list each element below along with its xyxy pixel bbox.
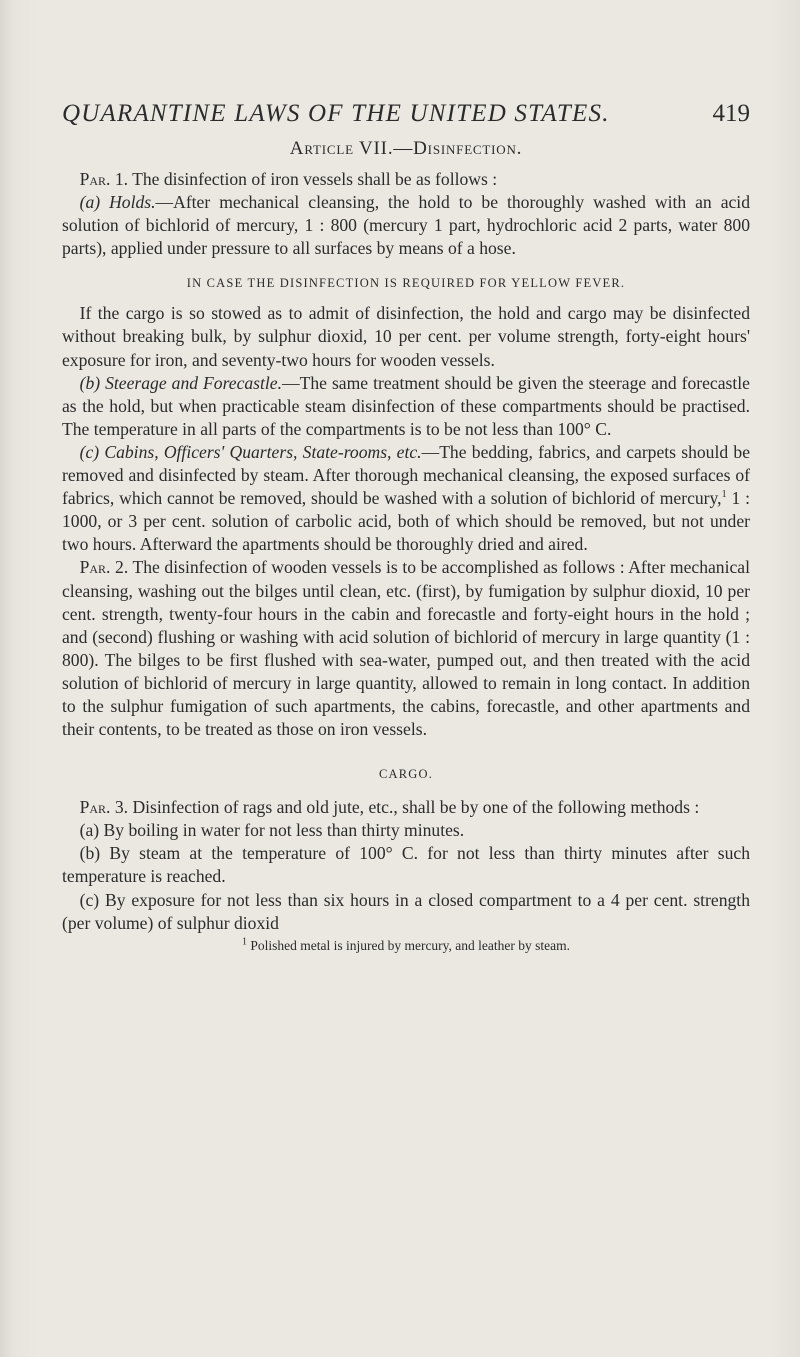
par3-item-a <box>62 819 750 842</box>
page-number: 419 <box>712 100 750 127</box>
par2-label: Par. 2. <box>79 557 129 578</box>
par1-cabins <box>62 441 750 556</box>
par3-label: Par. 3. <box>79 797 129 818</box>
running-title: QUARANTINE LAWS OF THE UNITED STATES. <box>62 100 610 127</box>
holds-label: (a) Holds. <box>79 192 156 213</box>
steerage-text: —The same treatment should be given the steerage and forecastle as the hold, but when practicable steam disinfection of these compartments should be practised. The temperature in all parts of the compartments is to be not less than 100° C. <box>62 372 750 439</box>
par2-text: The disinfection of wooden vessels is to be accomplished as follows : After mechanical cleansing, washing out the bilges until clean, etc. (first), by fumigation by sulphur dioxid, 10 per cent. strength, twenty-four hours in the cabin and forecastle and forty-eight hours in the hold ; and (second) flushing or washing with acid solution of bichlorid of mercury in large quantity (1 : 800). The bilges to be first flushed with sea-water, pumped out, and then treated with the acid solution of bichlorid of mercury in large quantity, allowed to remain in long contact. In addition to the sulphur fumigation of such apartments, the cabins, forecastle, and other apartments and their contents, to be treated as those on iron vessels. <box>62 557 750 740</box>
cabins-label: (c) Cabins, Officers' Quarters, State-rooms, etc. <box>79 441 422 462</box>
par3-a-text: (a) By boiling in water for not less than thirty minutes. <box>79 820 465 841</box>
running-header <box>62 100 750 128</box>
par3-item-b <box>62 842 750 888</box>
par3-item-c <box>62 889 750 935</box>
par1-steerage <box>62 372 750 441</box>
par1-intro <box>62 168 750 191</box>
steerage-label: (b) Steerage and Forecastle. <box>79 372 283 393</box>
par3-b-text: (b) By steam at the temperature of 100° C. for not less than thirty minutes after such temperature is reached. <box>62 843 750 887</box>
yellow-fever-paragraph <box>62 302 750 371</box>
article-title: Article VII.—Disinfection. <box>289 138 523 159</box>
cargo-heading: CARGO. <box>378 767 434 782</box>
par2-paragraph <box>62 556 750 741</box>
par3-c-text: (c) By exposure for not less than six hours in a closed compartment to a 4 per cent. strength (per volume) of sulphur dioxid <box>62 889 750 933</box>
footnote-text: Polished metal is injured by mercury, and leather by steam. <box>246 937 571 953</box>
par1-label: Par. 1. <box>79 169 129 189</box>
yellow-fever-text: If the cargo is so stowed as to admit of disinfection, the hold and cargo may be disinfected without breaking bulk, by sulphur dioxid, 10 per cent. per volume strength, forty-eight hours' exposure for iron, and seventy-two hours for wooden vessels. <box>62 303 750 370</box>
holds-text: —After mechanical cleansing, the hold to be thoroughly washed with an acid solution of bichlorid of mercury, 1 : 800 (mercury 1 part, hydrochloric acid 2 parts, water 800 parts), applied under pressure to all surfaces by means of a hose. <box>62 192 750 259</box>
par1-text: The disinfection of iron vessels shall be as follows : <box>128 169 498 189</box>
par3-intro <box>62 796 750 819</box>
footnote <box>62 937 750 955</box>
page-content <box>62 100 750 955</box>
footnote-ref: 1 <box>721 489 727 501</box>
yellow-fever-heading: IN CASE THE DISINFECTION IS REQUIRED FOR YELLOW FEVER. <box>186 276 626 291</box>
par1-holds <box>62 191 750 260</box>
par3-text: Disinfection of rags and old jute, etc., shall be by one of the following methods : <box>128 797 700 818</box>
footnote-marker: 1 <box>241 936 247 948</box>
cabins-text-b: 1 : 1000, or 3 per cent. solution of carbolic acid, both of which should be removed, but not under two hours. Afterward the apartments should be thoroughly dried and aired. <box>62 488 751 555</box>
cabins-text-a: —The bedding, fabrics, and carpets should be removed and disinfected by steam. After thorough mechanical cleansing, the exposed surfaces of fabrics, which cannot be removed, should be washed with a solution of bichlorid of mercury, <box>62 441 751 509</box>
